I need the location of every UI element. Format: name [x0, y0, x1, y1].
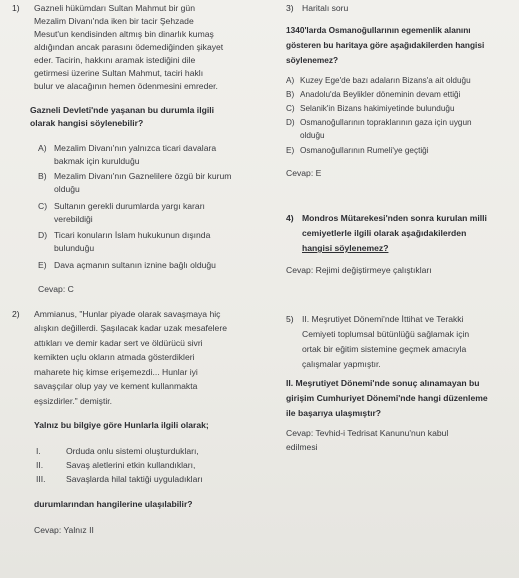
q1-question-line: olarak hangisi söylenebilir?	[30, 118, 144, 128]
q2-passage-line: attıkları ve demir kadar sert ve öldürücü sivri	[34, 338, 203, 348]
q5-answer-line: Cevap: Tevhid-i Tedrisat Kanunu'nun kabul	[286, 428, 449, 438]
question-5-number: 5)	[286, 314, 294, 324]
q3-option-c-text: Selanik'in Bizans hakimiyetinde bulunduğu	[300, 104, 455, 113]
q2-passage-line: eşsizdirler." demiştir.	[34, 396, 113, 406]
q1-option-e-text: Dava açmanın sultanın iznine bağlı olduğu	[54, 260, 216, 270]
q2-passage-line: savaşçılar olup yay ve kement kullanmakta	[34, 381, 198, 391]
q1-option-b-text: Mezalim Divanı'nın Gaznelilere özgü bir kurum	[54, 171, 232, 181]
q3-option-c-letter: C)	[286, 104, 295, 113]
q1-option-b-text: olduğu	[54, 184, 80, 194]
q3-title: Haritalı soru	[302, 3, 349, 13]
q2-answer: Cevap: Yalnız II	[34, 525, 94, 535]
q4-question-line: Mondros Mütarekesi'nden sonra kurulan milli	[302, 213, 487, 223]
q3-answer: Cevap: E	[286, 168, 322, 178]
q3-question-line: gösteren bu haritaya göre aşağıdakilerden hangisi	[286, 40, 485, 50]
q1-passage-line: Mezalim Divanı'nda iken bir tacir Şehzade	[34, 16, 194, 26]
q5-question-line: ile başarıya ulaşmıştır?	[286, 408, 382, 418]
q3-option-a-text: Kuzey Ege'de bazı adaların Bizans'a ait olduğu	[300, 76, 471, 85]
q3-option-d-text: olduğu	[300, 131, 325, 140]
q1-option-c-text: Sultanın gerekli durumlarda yargı kararı	[54, 201, 205, 211]
q1-option-a-letter: A)	[38, 143, 47, 153]
q5-passage-line: çalışmalar yapmıştır.	[302, 359, 381, 369]
q3-option-e-text: Osmanoğullarının Rumeli'ye geçtiği	[300, 146, 429, 155]
q1-option-a-text: bakmak için kurulduğu	[54, 156, 140, 166]
question-4-number: 4)	[286, 213, 294, 223]
q3-option-d-text: Osmanoğullarının topraklarının gaza için uygun	[300, 118, 472, 127]
question-1-number: 1)	[12, 3, 20, 13]
q1-option-d-letter: D)	[38, 230, 48, 240]
q2-question: Yalnız bu bilgiye göre Hunlarla ilgili olarak;	[34, 420, 209, 430]
q4-question-line: cemiyetlerle ilgili olarak aşağıdakilerden	[302, 228, 467, 238]
q1-option-d-text: Ticari konuların İslam hukukunun dışında	[54, 230, 211, 240]
q2-question-2: durumlarından hangilerine ulaşılabilir?	[34, 499, 193, 509]
q5-question-line: II. Meşrutiyet Dönemi'nde sonuç alınamayan bu	[286, 378, 480, 388]
q1-option-c-text: verebildiği	[54, 214, 93, 224]
q1-passage-line: bulur ve alacağının hemen ödenmesini emreder.	[34, 81, 218, 91]
q1-passage-line: getirmesi üzerine Sultan Mahmut, taciri haklı	[34, 68, 204, 78]
q3-option-b-text: Anadolu'da Beylikler döneminin devam ettiği	[300, 90, 461, 99]
q3-option-d-letter: D)	[286, 118, 295, 127]
q1-passage-line: Gazneli hükümdarı Sultan Mahmut bir gün	[34, 3, 195, 13]
q3-question-line: söylenemez?	[286, 55, 339, 65]
q2-item-1-numeral: I.	[36, 446, 41, 456]
q1-option-b-letter: B)	[38, 171, 47, 181]
q4-question-line: hangisi söylenemez?	[302, 243, 389, 253]
q2-passage-line: kemikten uçlu okların atmada gösterdikleri	[34, 352, 195, 362]
q2-passage-line: alışkın değillerdi. Şaşılacak kadar uzak mesafelere	[34, 323, 227, 333]
q3-option-e-letter: E)	[286, 146, 295, 155]
q4-answer: Cevap: Rejimi değiştirmeye çalıştıkları	[286, 265, 432, 275]
q1-passage-line: eder. Tacirin, hakkını aramak istediğini dile	[34, 55, 196, 65]
q2-item-2-numeral: II.	[36, 460, 44, 470]
q5-passage-line: II. Meşrutiyet Dönemi'nde İttihat ve Terakki	[302, 314, 464, 324]
q1-option-e-letter: E)	[38, 260, 47, 270]
q2-passage-line: maharete hiç kimse erişemezdi... Hunlar iyi	[34, 367, 198, 377]
q5-passage-line: ortak bir eğitim sistemine geçmek amacıyla	[302, 344, 467, 354]
q2-item-3-text: Savaşlarda hilal taktiği uyguladıkları	[66, 474, 203, 484]
q5-question-line: girişim Cumhuriyet Dönemi'nde hangi düzenleme	[286, 393, 488, 403]
q5-passage-line: Cemiyeti toplumsal bütünlüğü sağlamak için	[302, 329, 470, 339]
question-3-number: 3)	[286, 3, 294, 13]
q3-option-b-letter: B)	[286, 90, 295, 99]
q2-item-1-text: Orduda onlu sistemi oluşturdukları,	[66, 446, 199, 456]
q2-passage-line: Ammianus, "Hunlar piyade olarak savaşmaya hiç	[34, 309, 221, 319]
q2-item-3-numeral: III.	[36, 474, 46, 484]
q5-answer-line: edilmesi	[286, 442, 318, 452]
q1-passage-line: Mesut'un kendisinden altmış bin dinarlık kumaş	[34, 29, 214, 39]
q1-option-c-letter: C)	[38, 201, 48, 211]
q1-passage-line: aldığından ancak parasını ödemediğinden şikayet	[34, 42, 224, 52]
q1-answer: Cevap: C	[38, 284, 74, 294]
q3-question-line: 1340'larda Osmanoğullarının egemenlik alanını	[286, 25, 471, 35]
question-2-number: 2)	[12, 309, 20, 319]
q1-option-d-text: bulunduğu	[54, 243, 95, 253]
q1-question-line: Gazneli Devleti'nde yaşanan bu durumla ilgili	[30, 105, 214, 115]
q3-option-a-letter: A)	[286, 76, 295, 85]
q1-option-a-text: Mezalim Divanı'nın yalnızca ticari davalara	[54, 143, 217, 153]
q2-item-2-text: Savaş aletlerini etkin kullandıkları,	[66, 460, 196, 470]
